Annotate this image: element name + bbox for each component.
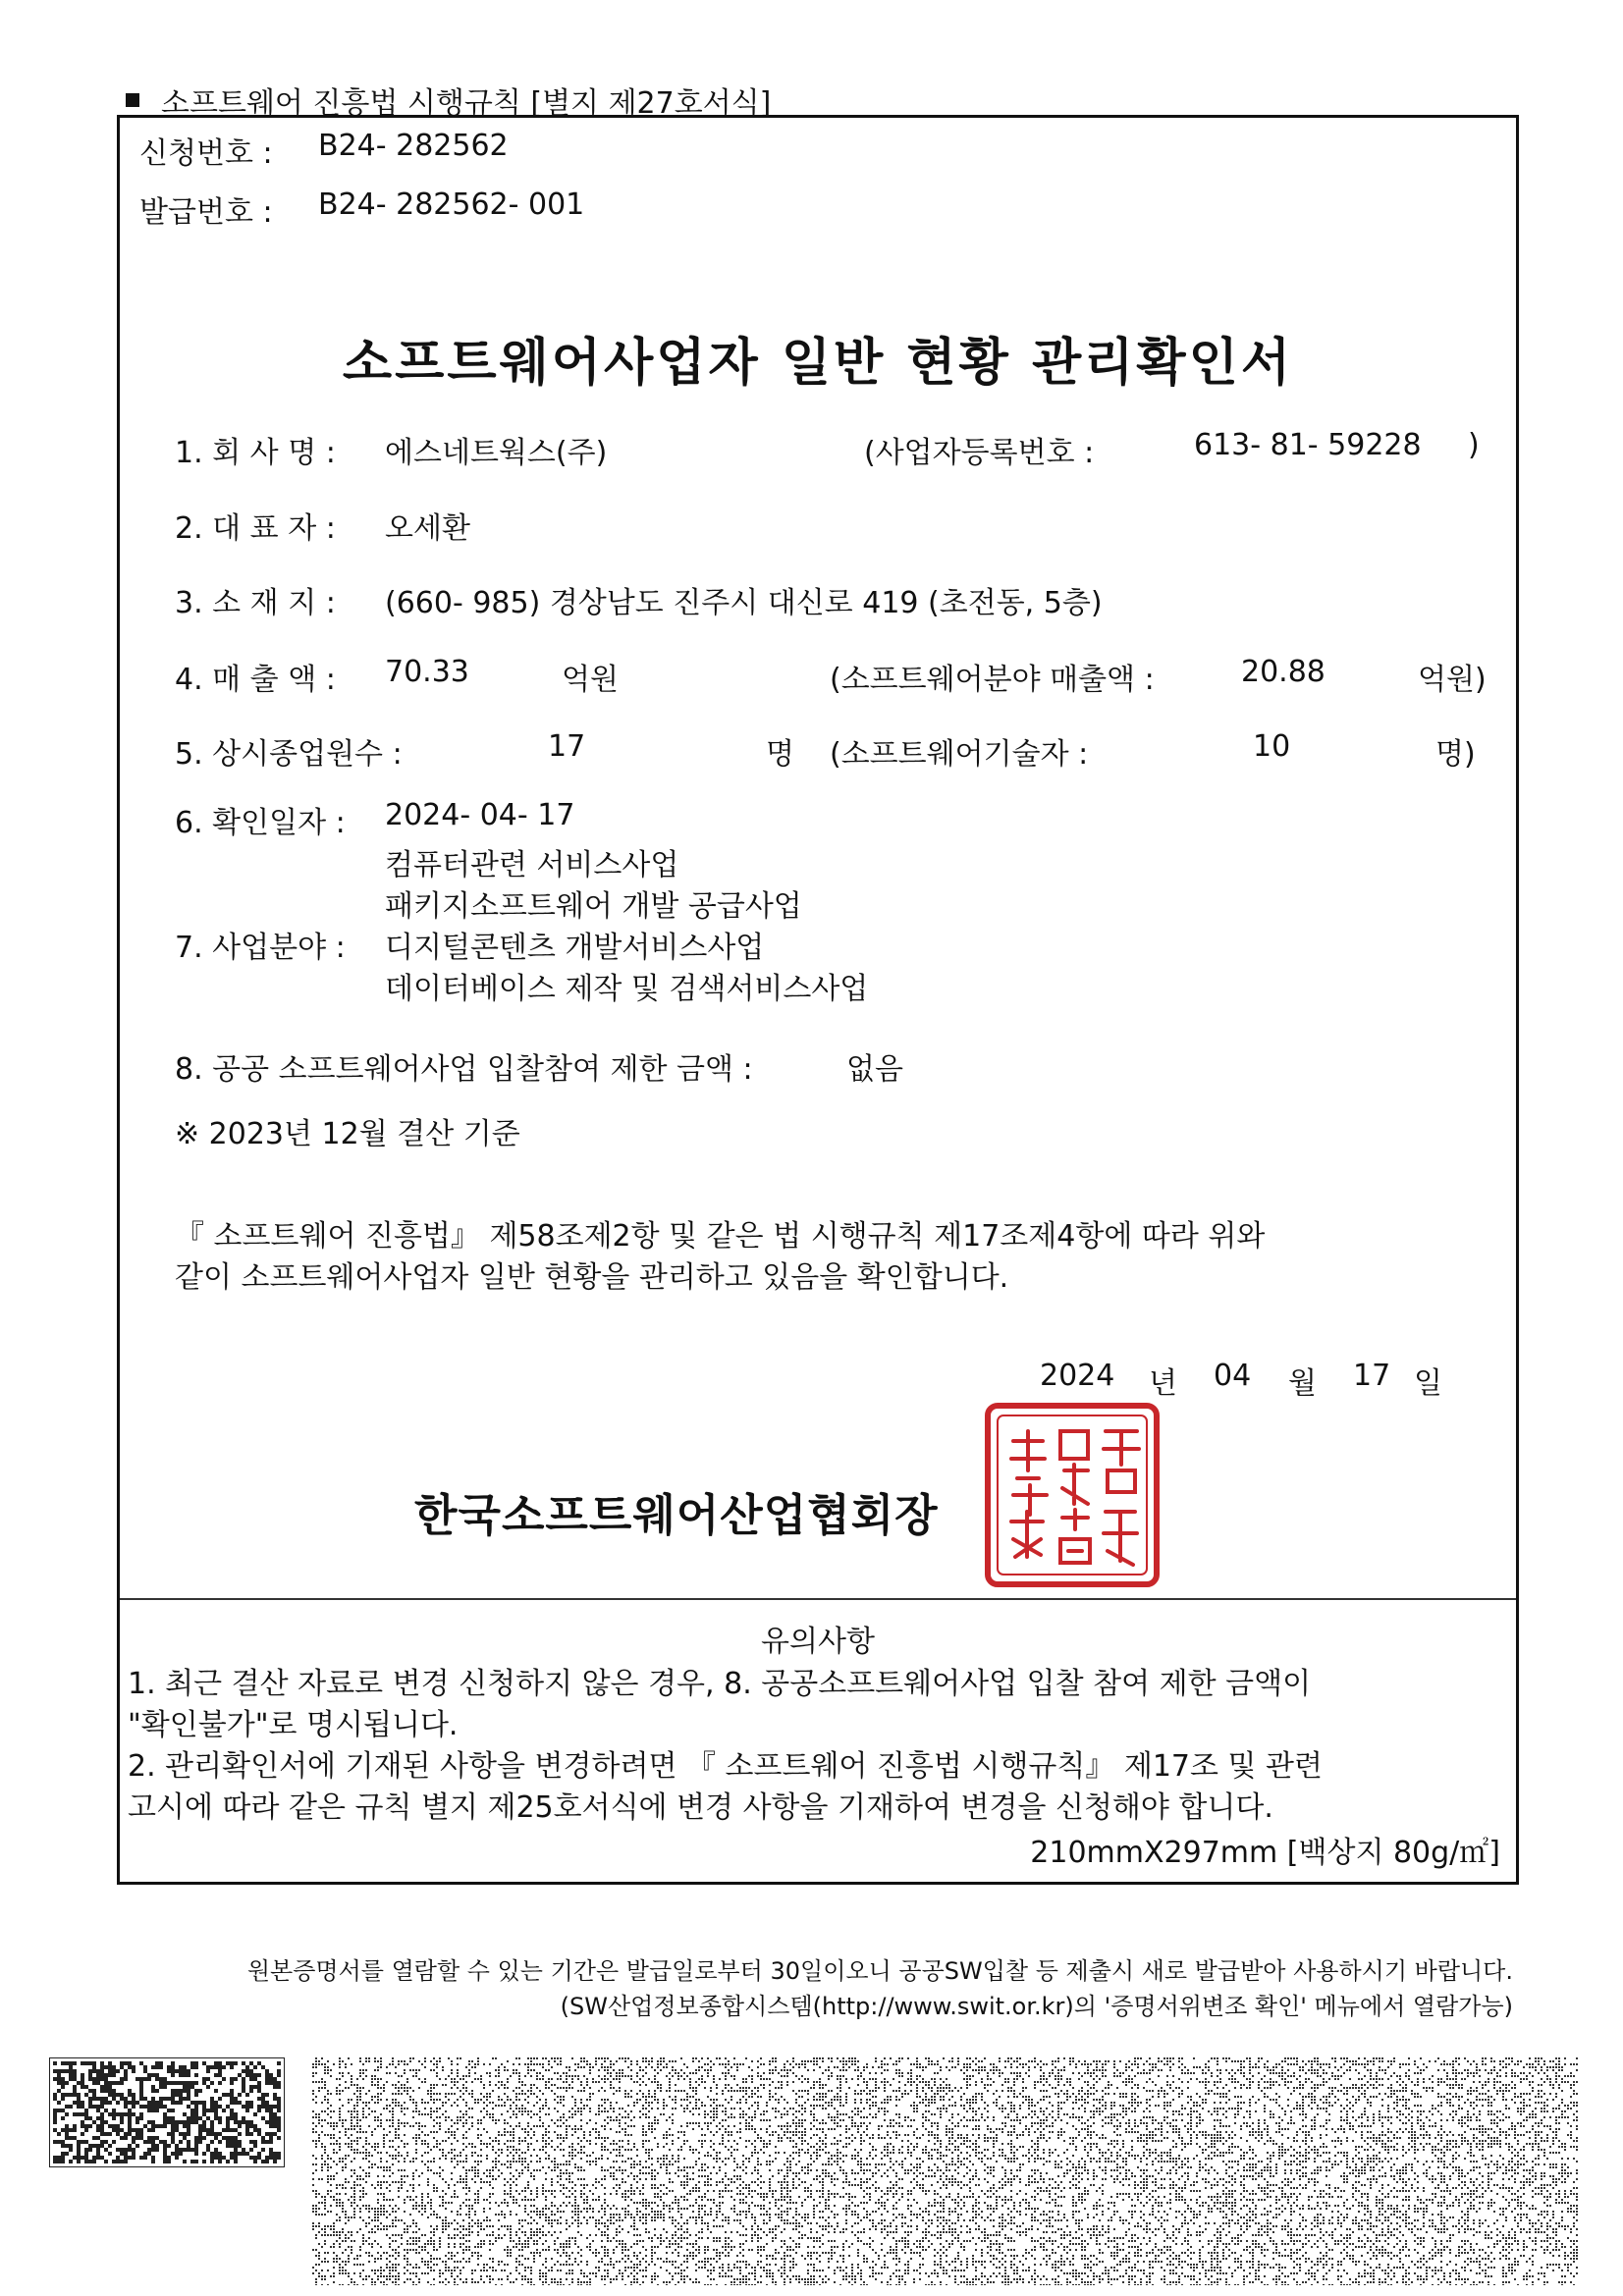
engineers-unit: 명) <box>1435 737 1476 772</box>
anti-forgery-barcode-icon <box>312 2057 1579 2285</box>
limit-value: 없음 <box>846 1052 903 1087</box>
statement-line: 『 소프트웨어 진흥법』 제58조제2항 및 같은 법 시행규칙 제17조제4항에 따라 위와 <box>175 1219 1266 1254</box>
sales-unit: 억원 <box>562 663 619 697</box>
notice-line: 1. 최근 결산 자료로 변경 신청하지 않은 경우, 8. 공공소프트웨어사업 입찰 참여 제한 금액이 <box>128 1667 1312 1701</box>
bizno: 613- 81- 59228 <box>1194 428 1422 462</box>
address: (660- 985) 경상남도 진주시 대신로 419 (초전동, 5층) <box>385 586 1103 620</box>
official-seal-icon <box>984 1402 1161 1588</box>
app-no: B24- 282562 <box>318 129 509 163</box>
ceo-label: 2. 대 표 자 : <box>175 511 336 546</box>
sales-value: 70.33 <box>385 655 469 689</box>
footer-note: (SW산업정보종합시스템(http://www.swit.or.kr)의 '증명서위변조 확인' 메뉴에서 열람가능) <box>560 1993 1513 2020</box>
address-label: 3. 소 재 지 : <box>175 586 336 620</box>
bizno-label: (사업자등록번호 : <box>864 436 1095 470</box>
business-field: 패키지소프트웨어 개발 공급사업 <box>385 889 802 924</box>
bizno-close: ) <box>1468 428 1480 462</box>
company-label: 1. 회 사 명 : <box>175 436 336 470</box>
footer-note: 원본증명서를 열람할 수 있는 기간은 발급일로부터 30일이오니 공공SW입찰 등 제출시 새로 발급받아 사용하시기 바랍니다. <box>246 1957 1513 1985</box>
employees-label: 5. 상시종업원수 : <box>175 737 403 772</box>
sw-sales-unit: 억원) <box>1418 663 1487 697</box>
sw-sales-value: 20.88 <box>1241 655 1325 689</box>
notice-line: 2. 관리확인서에 기재된 사항을 변경하려면 『 소프트웨어 진흥법 시행규칙』 제17조 및 관련 <box>128 1749 1324 1784</box>
date-year: 2024 <box>1040 1359 1115 1393</box>
employees-value: 17 <box>548 729 586 764</box>
date-day: 17 <box>1353 1359 1391 1393</box>
date-month: 04 <box>1214 1359 1252 1393</box>
issue-no: B24- 282562- 001 <box>318 187 585 222</box>
date-day-unit: 일 <box>1414 1366 1442 1401</box>
certificate-frame <box>117 115 1519 1885</box>
business-label: 7. 사업분야 : <box>175 931 346 965</box>
document-title: 소프트웨어사업자 일반 현황 관리확인서 <box>342 334 1294 393</box>
form-label-text: 소프트웨어 진흥법 시행규칙 [별지 제27호서식] <box>161 86 772 121</box>
engineers-label: (소프트웨어기술자 : <box>830 737 1089 772</box>
engineers-value: 10 <box>1253 729 1291 764</box>
bullet-square-icon <box>126 93 139 107</box>
notice-divider <box>120 1598 1516 1600</box>
notice-title: 유의사항 <box>761 1625 875 1659</box>
app-no-label: 신청번호 : <box>139 136 273 171</box>
date-month-unit: 월 <box>1288 1366 1317 1401</box>
notice-line: "확인불가"로 명시됩니다. <box>128 1708 459 1742</box>
ceo-name: 오세환 <box>385 511 470 546</box>
employees-unit: 명 <box>766 737 794 772</box>
confirm-date-label: 6. 확인일자 : <box>175 806 346 840</box>
confirm-date: 2024- 04- 17 <box>385 798 575 832</box>
date-year-unit: 년 <box>1149 1366 1177 1401</box>
limit-label: 8. 공공 소프트웨어사업 입찰참여 제한 금액 : <box>175 1052 753 1087</box>
business-field: 디지털콘텐츠 개발서비스사업 <box>385 931 765 965</box>
2d-barcode-icon <box>49 2057 285 2167</box>
business-field: 컴퓨터관련 서비스사업 <box>385 848 679 882</box>
business-field: 데이터베이스 제작 및 검색서비스사업 <box>385 972 869 1006</box>
sales-label: 4. 매 출 액 : <box>175 663 336 697</box>
statement-line: 같이 소프트웨어사업자 일반 현황을 관리하고 있음을 확인합니다. <box>175 1260 1009 1295</box>
basis-note: ※ 2023년 12월 결산 기준 <box>175 1117 520 1151</box>
issuer-name: 한국소프트웨어산업협회장 <box>414 1489 939 1541</box>
sw-sales-label: (소프트웨어분야 매출액 : <box>830 663 1155 697</box>
issue-no-label: 발급번호 : <box>139 195 273 230</box>
paper-spec: 210mmX297mm [백상지 80g/㎡] <box>1030 1836 1500 1870</box>
company-name: 에스네트웍스(주) <box>385 436 608 470</box>
notice-line: 고시에 따라 같은 규칙 별지 제25호서식에 변경 사항을 기재하여 변경을 신청해야 합니다. <box>128 1790 1273 1825</box>
